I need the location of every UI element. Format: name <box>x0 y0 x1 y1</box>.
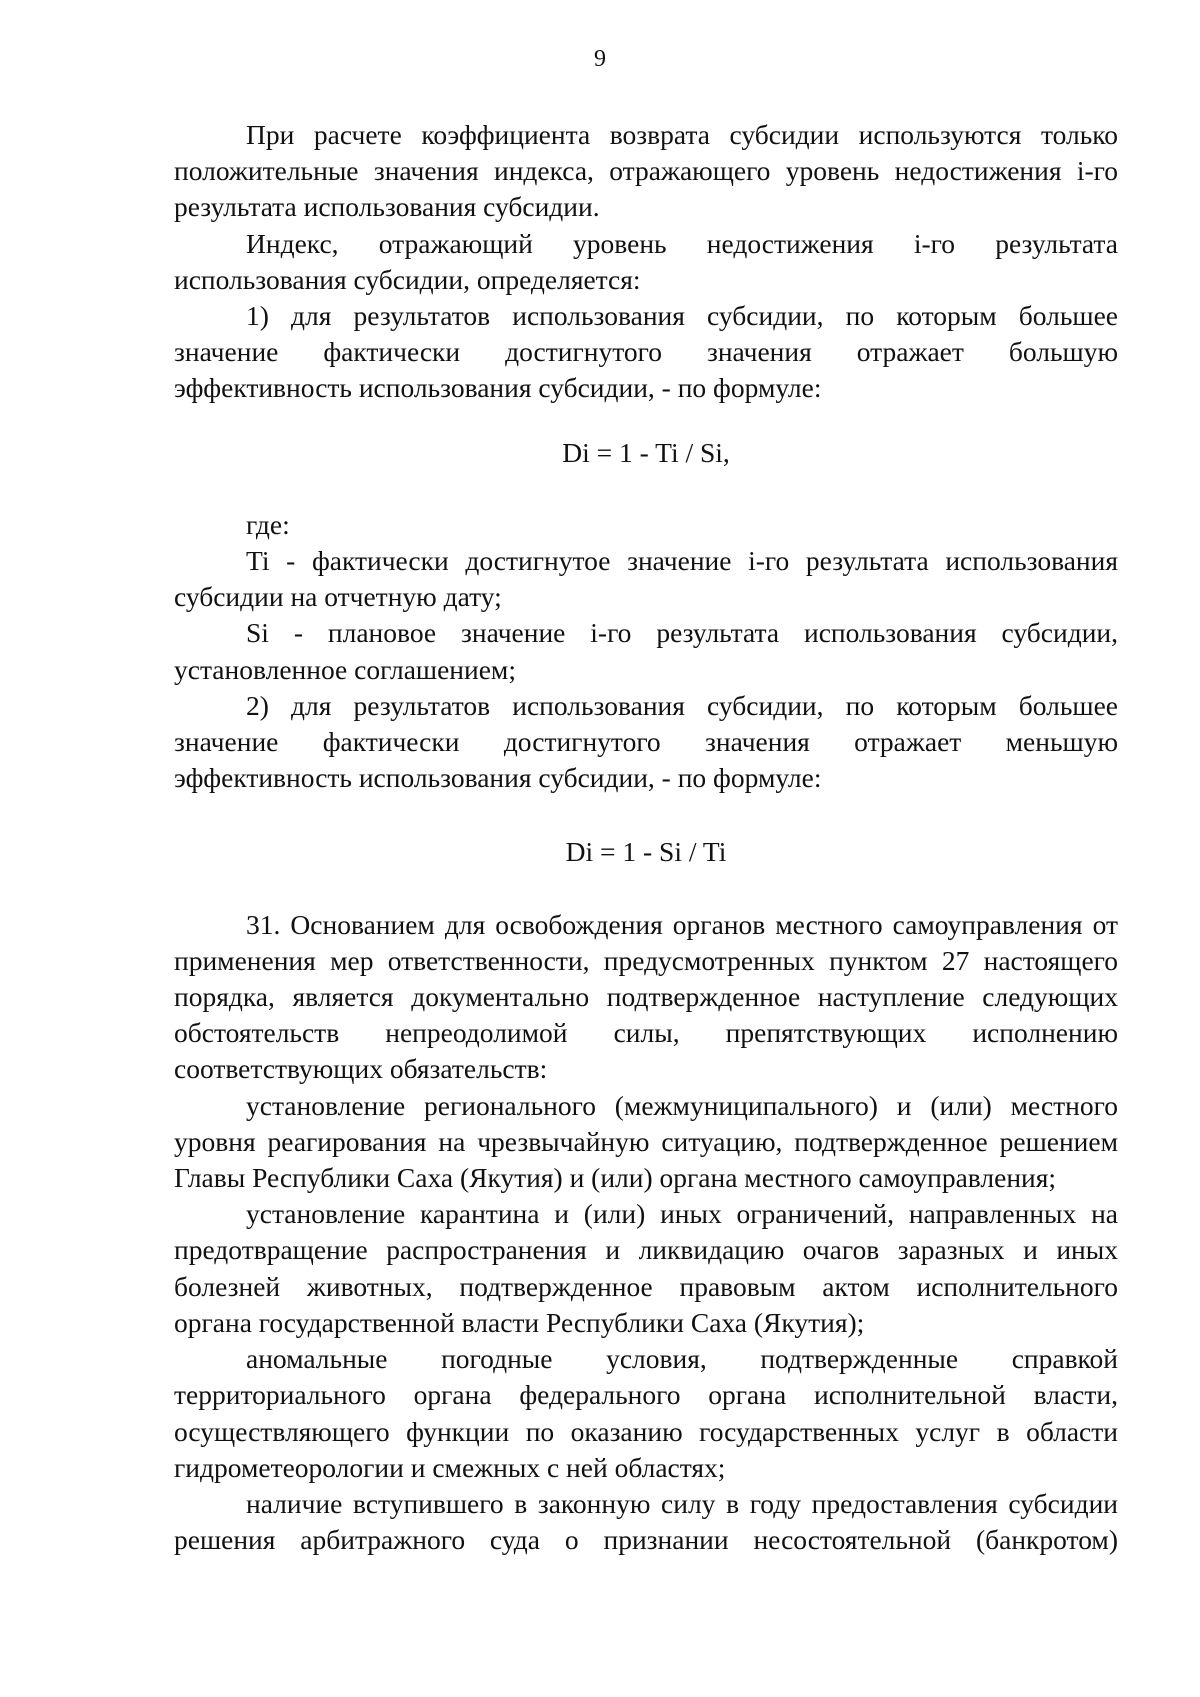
text-line: 31. Основанием для освобождения органов местного самоуправления от <box>246 908 1118 940</box>
text-line: территориального органа федерального органа исполнительной власти, <box>174 1379 1118 1411</box>
text-line: положительные значения индекса, отражающего уровень недостижения i-го <box>174 155 1118 187</box>
text-line: предотвращение распространения и ликвидацию очагов заразных и иных <box>174 1234 1118 1266</box>
paragraph-index-definition <box>174 226 1118 298</box>
paragraph-weather <box>174 1341 1118 1486</box>
text-line: значение фактически достигнутого значения отражает большую <box>174 336 1118 368</box>
text-line: использования субсидии, определяется: <box>174 263 641 295</box>
text-line: Главы Республики Саха (Якутия) и (или) органа местного самоуправления; <box>174 1162 1057 1194</box>
text-line: Индекс, отражающий уровень недостижения i-го результата <box>246 227 1118 259</box>
text-line: обстоятельств непреодолимой силы, препятствующих исполнению <box>174 1017 1118 1049</box>
text-line: решения арбитражного суда о признании несостоятельной (банкротом) <box>174 1524 1118 1556</box>
text-line: Si - плановое значение i-го результата использования субсидии, <box>246 617 1118 649</box>
text-line: 1) для результатов использования субсидии, по которым большее <box>246 300 1118 332</box>
text-line: органа государственной власти Республики Саха (Якутия); <box>174 1306 865 1338</box>
formula-1: Di = 1 - Ti / Si, <box>562 436 730 468</box>
text-line: установленное соглашением; <box>174 653 516 685</box>
formula-2: Di = 1 - Si / Ti <box>565 836 727 868</box>
text-line: эффективность использования субсидии, - по формуле: <box>174 762 822 794</box>
text-line: осуществляющего функции по оказанию государственных услуг в области <box>174 1415 1118 1447</box>
text-line: гидрометеорологии и смежных с ней областях; <box>174 1451 726 1483</box>
text-line: субсидии на отчетную дату; <box>174 581 502 613</box>
page-number: 9 <box>594 46 606 72</box>
text-line: уровня реагирования на чрезвычайную ситуацию, подтвержденное решением <box>174 1125 1118 1157</box>
paragraph-31 <box>174 907 1118 1088</box>
paragraph-case-2 <box>174 688 1118 797</box>
text-line: установление карантина и (или) иных ограничений, направленных на <box>246 1198 1118 1230</box>
paragraph-quarantine <box>174 1196 1118 1341</box>
text-line: Ti - фактически достигнутое значение i-го результата использования <box>246 545 1118 577</box>
paragraph-emergency <box>174 1088 1118 1197</box>
where-label: где: <box>246 508 290 540</box>
text-line: болезней животных, подтвержденное правовым актом исполнительного <box>174 1270 1118 1302</box>
text-line: применения мер ответственности, предусмотренных пунктом 27 настоящего <box>174 944 1118 976</box>
text-line: При расчете коэффициента возврата субсидии используются только <box>246 119 1118 150</box>
document-body <box>174 117 1118 1558</box>
text-line: эффективность использования субсидии, - по формуле: <box>174 372 822 404</box>
paragraph-si-definition <box>174 615 1118 687</box>
text-line: значение фактически достигнутого значения отражает меньшую <box>174 726 1118 758</box>
paragraph-ti-definition <box>174 543 1118 615</box>
text-line: аномальные погодные условия, подтвержденные справкой <box>246 1343 1118 1375</box>
text-line: результата использования субсидии. <box>174 191 600 223</box>
paragraph-bankruptcy <box>174 1486 1118 1558</box>
text-line: наличие вступившего в законную силу в году предоставления субсидии <box>246 1487 1118 1519</box>
text-line: установление регионального (межмуниципального) и (или) местного <box>246 1089 1118 1121</box>
paragraph-coefficient-note <box>174 117 1118 226</box>
text-line: 2) для результатов использования субсидии, по которым большее <box>246 689 1118 721</box>
text-line: порядка, является документально подтвержденное наступление следующих <box>174 981 1118 1013</box>
paragraph-case-1 <box>174 298 1118 407</box>
text-line: соответствующих обязательств: <box>174 1053 548 1085</box>
